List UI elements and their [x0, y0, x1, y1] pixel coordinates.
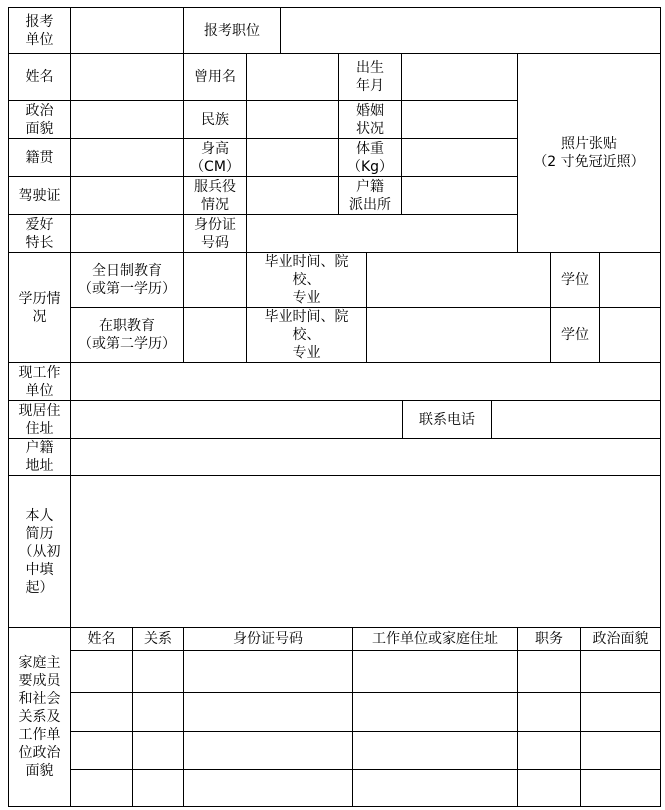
- family-cell[interactable]: [71, 732, 132, 769]
- label-former-name: 曾用名: [194, 69, 236, 85]
- field-hukou-addr[interactable]: [71, 439, 660, 475]
- label-address: 现居住 住址: [18, 402, 61, 437]
- label-hukou-addr: 户籍 地址: [25, 440, 54, 474]
- field-grad1[interactable]: [367, 253, 550, 307]
- label-resume: 本人 简历 （从初 中填 起）: [18, 507, 61, 596]
- label-grad2: 毕业时间、院 校、 专业: [264, 309, 349, 361]
- family-cell[interactable]: [581, 651, 660, 692]
- family-header-work: 工作单位或家庭住址: [372, 631, 498, 647]
- family-cell[interactable]: [353, 651, 517, 692]
- label-weight: 体重 （Kg）: [346, 140, 394, 175]
- label-unit: 报考 单位: [25, 13, 54, 48]
- family-cell[interactable]: [518, 732, 580, 769]
- field-degree2[interactable]: [600, 308, 660, 362]
- family-cell[interactable]: [71, 693, 132, 731]
- label-family: 家庭主 要成员 和社会 关系及 工作单 位政治 面貌: [18, 655, 61, 779]
- field-ethnicity[interactable]: [247, 101, 338, 138]
- label-ethnicity: 民族: [201, 111, 229, 128]
- label-position: 报考职位: [204, 22, 260, 39]
- family-cell[interactable]: [518, 693, 580, 731]
- family-cell[interactable]: [71, 651, 132, 692]
- field-height[interactable]: [247, 139, 338, 176]
- label-education: 学历情 况: [18, 290, 61, 325]
- family-cell[interactable]: [133, 732, 183, 769]
- label-birth: 出生 年月: [356, 60, 384, 94]
- rule: [8, 806, 661, 807]
- label-hobby: 爱好 特长: [25, 216, 54, 251]
- field-former-name[interactable]: [247, 54, 338, 100]
- label-parttime: 在职教育 （或第二学历）: [78, 318, 176, 352]
- field-fulltime-edu[interactable]: [184, 253, 246, 307]
- family-cell[interactable]: [133, 651, 183, 692]
- family-cell[interactable]: [353, 770, 517, 806]
- family-header-duty: 职务: [535, 631, 563, 647]
- family-cell[interactable]: [184, 770, 352, 806]
- field-military[interactable]: [247, 177, 338, 214]
- label-degree1: 学位: [561, 272, 589, 288]
- field-hukou-station[interactable]: [402, 177, 517, 214]
- label-fulltime: 全日制教育 （或第一学历）: [78, 263, 176, 297]
- label-military: 服兵役 情况: [194, 178, 236, 213]
- label-phone: 联系电话: [419, 411, 475, 428]
- field-hobby[interactable]: [71, 215, 183, 252]
- family-header-idnum: 身份证号码: [233, 631, 303, 647]
- field-weight[interactable]: [402, 139, 517, 176]
- family-cell[interactable]: [353, 693, 517, 731]
- family-header-relation: 关系: [144, 631, 172, 647]
- field-degree1[interactable]: [600, 253, 660, 307]
- label-hukou-station: 户籍 派出所: [349, 178, 391, 213]
- family-cell[interactable]: [518, 770, 580, 806]
- label-current-unit: 现工作 单位: [18, 364, 61, 399]
- family-cell[interactable]: [71, 770, 132, 806]
- family-cell[interactable]: [133, 693, 183, 731]
- label-grad1: 毕业时间、院 校、 专业: [264, 254, 349, 306]
- family-cell[interactable]: [133, 770, 183, 806]
- field-birth[interactable]: [402, 54, 517, 100]
- family-cell[interactable]: [581, 770, 660, 806]
- field-phone[interactable]: [492, 401, 660, 438]
- family-cell[interactable]: [184, 651, 352, 692]
- rule: [660, 7, 661, 807]
- family-cell[interactable]: [353, 732, 517, 769]
- field-unit[interactable]: [71, 8, 183, 53]
- label-height: 身高 （CM）: [190, 140, 240, 175]
- family-cell[interactable]: [184, 732, 352, 769]
- field-position[interactable]: [281, 8, 660, 53]
- field-grad2[interactable]: [367, 308, 550, 362]
- photo-slot[interactable]: 照片张贴 （2 寸免冠近照）: [533, 136, 645, 170]
- family-header-political: 政治面貌: [592, 631, 649, 647]
- label-license: 驾驶证: [18, 187, 61, 204]
- field-current-unit[interactable]: [71, 363, 660, 400]
- field-marital[interactable]: [402, 101, 517, 138]
- label-native: 籍贯: [25, 149, 54, 166]
- field-native[interactable]: [71, 139, 183, 176]
- family-cell[interactable]: [184, 693, 352, 731]
- field-idnum[interactable]: [247, 215, 517, 252]
- label-idnum: 身份证 号码: [194, 216, 236, 251]
- family-cell[interactable]: [518, 651, 580, 692]
- field-name[interactable]: [71, 54, 183, 100]
- label-political: 政治 面貌: [25, 102, 54, 137]
- label-marital: 婚姻 状况: [356, 102, 384, 137]
- field-address[interactable]: [71, 401, 402, 438]
- field-political[interactable]: [71, 101, 183, 138]
- label-name: 姓名: [25, 69, 54, 85]
- field-parttime-edu[interactable]: [184, 308, 246, 362]
- family-cell[interactable]: [581, 693, 660, 731]
- family-header-name: 姓名: [87, 631, 116, 647]
- field-resume[interactable]: [71, 476, 660, 627]
- label-degree2: 学位: [561, 327, 589, 343]
- field-license[interactable]: [71, 177, 183, 214]
- family-cell[interactable]: [581, 732, 660, 769]
